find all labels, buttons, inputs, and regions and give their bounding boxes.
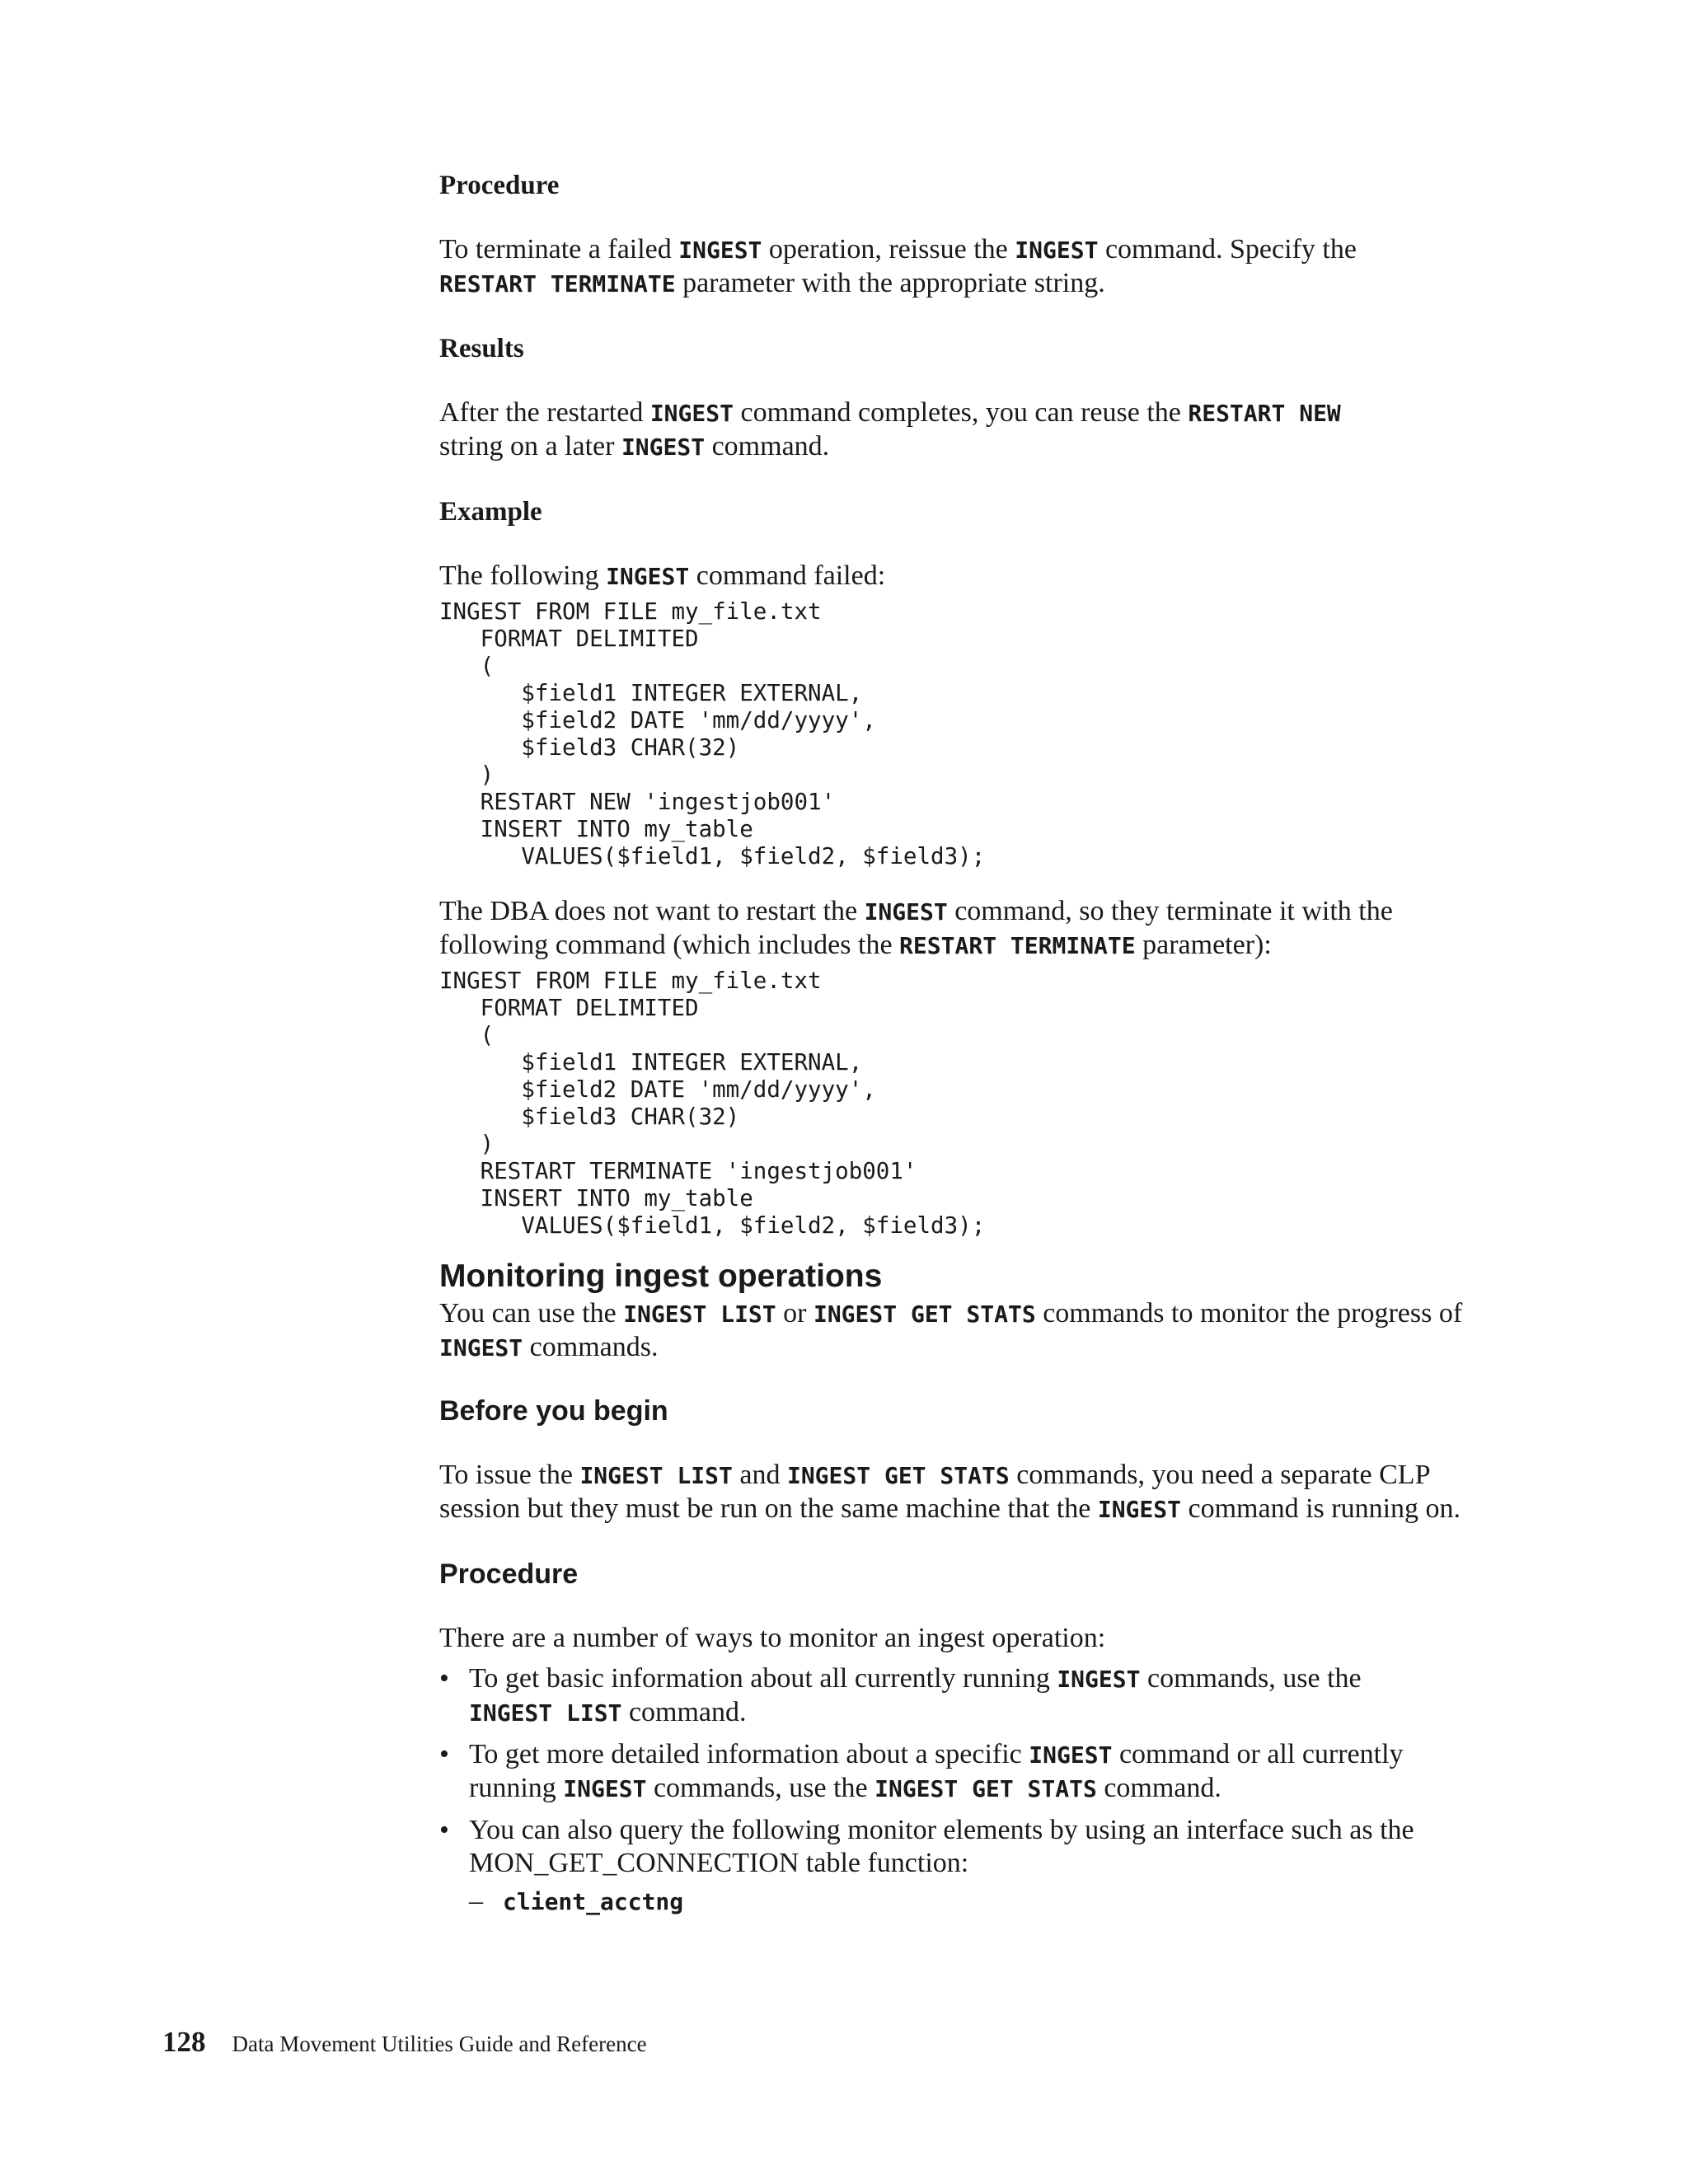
text-run: and: [739, 1460, 781, 1490]
text-run: command, so they terminate it with the following command (which includes the: [439, 896, 1393, 960]
monitoring-methods-list: [439, 1662, 1478, 1880]
command-keyword: INGEST GET STATS: [874, 1775, 1097, 1802]
code-line: RESTART NEW 'ingestjob001': [439, 789, 836, 815]
procedure-intro: There are a number of ways to monitor an ingest operation:: [439, 1623, 1106, 1653]
procedure-paragraph: [439, 233, 1478, 301]
list-item: [439, 1814, 1478, 1880]
text-run: command is running on.: [1188, 1493, 1461, 1524]
book-title: Data Movement Utilities Guide and Reference: [232, 2032, 647, 2056]
command-keyword: RESTART NEW: [1188, 400, 1341, 427]
results-heading: Results: [439, 334, 524, 363]
monitor-element-name: client_acctng: [503, 1888, 684, 1915]
command-keyword: INGEST: [678, 237, 762, 264]
command-keyword: INGEST: [606, 563, 690, 590]
text-run: The DBA does not want to restart the: [439, 896, 858, 926]
command-keyword: INGEST GET STATS: [786, 1462, 1010, 1489]
command-keyword: INGEST LIST: [579, 1462, 733, 1489]
code-line: $field1 INTEGER EXTERNAL,: [439, 680, 863, 706]
code-line: VALUES($field1, $field2, $field3);: [439, 843, 986, 869]
monitoring-intro: [439, 1297, 1478, 1365]
sub-list-item: [439, 1885, 1478, 1919]
text-run: After the restarted: [439, 397, 644, 428]
command-keyword: INGEST: [621, 434, 706, 461]
code-line: $field3 CHAR(32): [439, 734, 740, 761]
example-intro: [439, 560, 1478, 593]
page-content: [439, 169, 1478, 1919]
code-line: $field2 DATE 'mm/dd/yyyy',: [439, 1076, 876, 1103]
bullet-marker: •: [439, 1663, 449, 1694]
code-line: (: [439, 1022, 495, 1048]
text-run: You can also query the following monitor elements by using an interface such as the MON_GET_CONNECTION table function:: [469, 1815, 1414, 1878]
text-run: or: [783, 1298, 807, 1329]
example-heading: Example: [439, 497, 542, 527]
text-run: command.: [711, 431, 830, 462]
command-keyword: INGEST: [649, 400, 734, 427]
code-block-terminate-command: [439, 968, 1478, 1240]
code-line: INGEST FROM FILE my_file.txt: [439, 968, 822, 994]
text-run: command.: [1104, 1773, 1221, 1803]
text-run: command completes, you can reuse the: [740, 397, 1181, 428]
text-run: To get basic information about all currently running: [469, 1663, 1050, 1694]
text-run: The following: [439, 560, 599, 591]
command-keyword: INGEST GET STATS: [813, 1301, 1036, 1328]
text-run: To terminate a failed: [439, 234, 672, 265]
bullet-marker: •: [439, 1815, 449, 1845]
page-number: 128: [162, 2026, 206, 2058]
text-run: To get more detailed information about a specific: [469, 1739, 1022, 1769]
code-line: ): [439, 1131, 495, 1157]
command-keyword: INGEST: [1057, 1666, 1141, 1693]
command-keyword: RESTART TERMINATE: [439, 270, 676, 298]
procedure-heading-2: Procedure: [439, 1558, 579, 1590]
code-line: FORMAT DELIMITED: [439, 995, 699, 1021]
text-run: parameter with the appropriate string.: [682, 268, 1105, 298]
text-run: command or all currently running: [469, 1739, 1404, 1803]
command-keyword: INGEST: [1029, 1741, 1113, 1769]
before-you-begin-paragraph: [439, 1459, 1478, 1526]
dash-marker: –: [469, 1886, 483, 1916]
command-keyword: INGEST LIST: [469, 1699, 622, 1727]
code-line: INGEST FROM FILE my_file.txt: [439, 598, 822, 625]
code-line: INSERT INTO my_table: [439, 1185, 753, 1212]
text-run: command. Specify the: [1104, 234, 1357, 265]
command-keyword: INGEST: [1015, 237, 1099, 264]
text-run: commands, you need a separate CLP session but they must be run on the same machine that the: [439, 1460, 1430, 1524]
text-run: parameter):: [1142, 930, 1272, 960]
command-keyword: RESTART TERMINATE: [899, 932, 1136, 959]
text-run: string on a later: [439, 431, 615, 462]
bullet-marker: •: [439, 1739, 449, 1769]
command-keyword: INGEST: [439, 1334, 523, 1361]
text-run: commands, use the: [653, 1773, 868, 1803]
code-line: (: [439, 653, 495, 679]
text-run: commands, use the: [1146, 1663, 1362, 1694]
command-keyword: INGEST: [864, 898, 948, 926]
text-run: operation, reissue the: [768, 234, 1008, 265]
text-run: You can use the: [439, 1298, 617, 1329]
section-title: Monitoring ingest operations: [439, 1258, 883, 1294]
code-line: RESTART TERMINATE 'ingestjob001': [439, 1158, 917, 1184]
command-keyword: INGEST: [1097, 1496, 1181, 1523]
list-item: [439, 1662, 1478, 1730]
text-run: To issue the: [439, 1460, 573, 1490]
code-line: $field3 CHAR(32): [439, 1104, 740, 1130]
procedure-heading: Procedure: [439, 171, 560, 200]
text-run: commands.: [529, 1332, 659, 1362]
command-keyword: INGEST LIST: [623, 1301, 776, 1328]
code-line: FORMAT DELIMITED: [439, 626, 699, 652]
code-line: ): [439, 762, 495, 788]
command-keyword: INGEST: [563, 1775, 647, 1802]
code-line: $field1 INTEGER EXTERNAL,: [439, 1049, 863, 1076]
text-run: command failed:: [696, 560, 886, 591]
code-line: VALUES($field1, $field2, $field3);: [439, 1212, 986, 1239]
before-you-begin-heading: Before you begin: [439, 1395, 668, 1427]
list-item: [439, 1738, 1478, 1806]
code-line: $field2 DATE 'mm/dd/yyyy',: [439, 707, 876, 733]
text-run: commands to monitor the progress of: [1043, 1298, 1463, 1329]
results-paragraph: [439, 396, 1478, 464]
code-block-failed-command: [439, 598, 1478, 870]
example-explanation: [439, 895, 1478, 963]
page-footer: [162, 2026, 647, 2059]
text-run: command.: [628, 1697, 747, 1727]
code-line: INSERT INTO my_table: [439, 816, 753, 842]
